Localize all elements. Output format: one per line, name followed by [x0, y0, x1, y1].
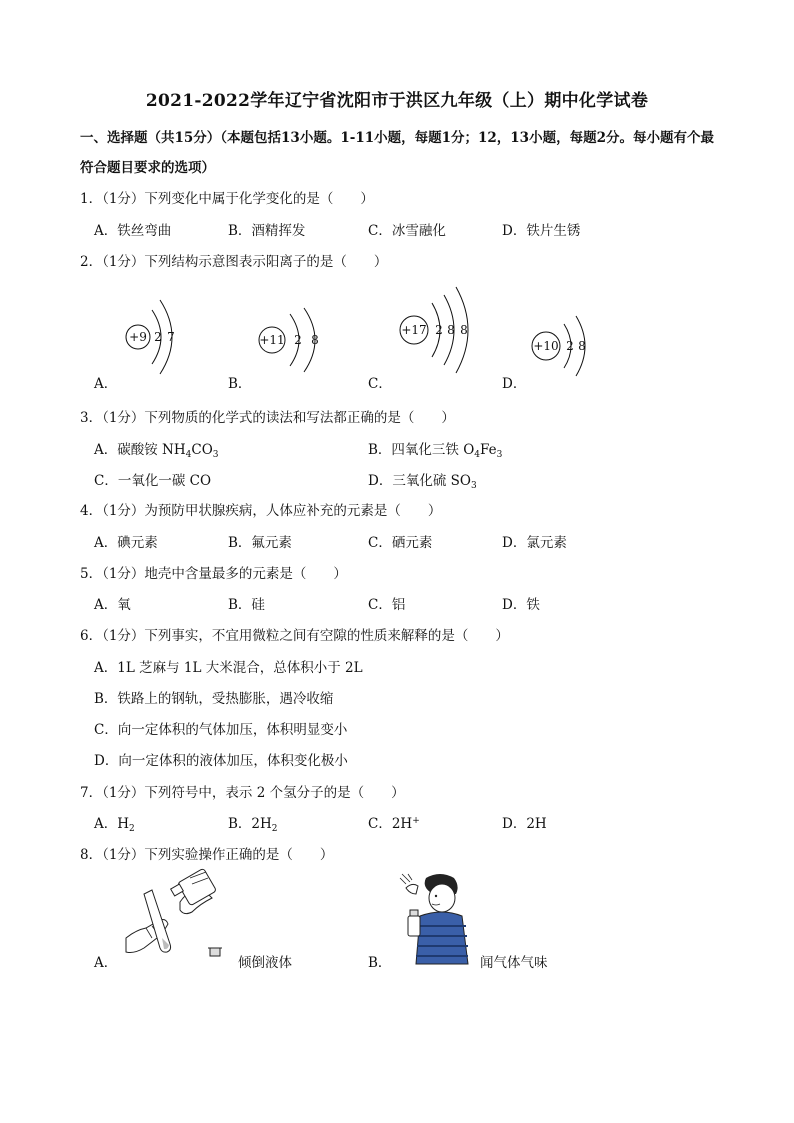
shell-electron-count: 8	[578, 339, 586, 353]
q7-option-c[interactable]	[368, 812, 420, 832]
question-4-stem: 4．（1分）为预防甲状腺疾病，人体应补充的元素是（ ）	[80, 503, 442, 519]
q6-option-c[interactable]: C．向一定体积的气体加压，体积明显变小	[94, 722, 348, 738]
question-7-stem: 7．（1分）下列符号中，表示 2 个氢分子的是（ ）	[80, 785, 405, 801]
question-5-stem: 5．（1分）地壳中含量最多的元素是（ ）	[80, 566, 347, 582]
nucleus-charge: +9	[129, 330, 147, 344]
q8-option-a-caption: 倾倒液体	[238, 955, 292, 971]
q4-option-c[interactable]: C．硒元素	[368, 535, 433, 551]
q3-option-a[interactable]	[94, 438, 219, 460]
chemical-formula: $SO_3$	[450, 473, 477, 491]
chemical-symbol: $2H_2$	[251, 816, 278, 834]
question-3-stem: 3．（1分）下列物质的化学式的读法和写法都正确的是（ ）	[80, 410, 455, 426]
q6-option-a[interactable]: A．1L 芝麻与 1L 大米混合，总体积小于 2L	[94, 660, 363, 676]
shell-electron-count: 8	[460, 323, 468, 337]
q5-option-a[interactable]: A．氧	[94, 597, 131, 613]
shell-electron-count: 2	[154, 330, 162, 344]
question-6-stem: 6．（1分）下列事实，不宜用微粒之间有空隙的性质来解释的是（ ）	[80, 628, 509, 644]
q8-option-a[interactable]	[94, 951, 117, 971]
nucleus-charge: +10	[533, 339, 559, 353]
q2-option-c[interactable]: C．	[368, 376, 392, 392]
option-label: A．	[94, 816, 118, 832]
q8-option-b[interactable]	[368, 951, 391, 971]
chemical-symbol: 2H+	[391, 816, 420, 832]
chemical-formula: $NH_4CO_3$	[162, 442, 219, 460]
option-label: D．	[502, 816, 527, 832]
q6-option-b[interactable]: B．铁路上的钢轨，受热膨胀，遇冷收缩	[94, 691, 334, 707]
atom-diagram-c	[394, 283, 486, 379]
chemical-formula: $O_4Fe_3$	[463, 442, 503, 460]
option-label: B．	[368, 955, 392, 971]
option-label: A．	[94, 955, 118, 971]
q5-option-b[interactable]: B．硅	[228, 597, 265, 613]
chemical-symbol: $H_2$	[117, 816, 135, 834]
smelling-gas-illustration	[396, 872, 476, 964]
chemical-formula: CO	[189, 473, 212, 489]
q2-option-a[interactable]: A．	[94, 376, 118, 392]
section-heading: 一、选择题（共15分）（本题包括13小题。1-11小题，每题1分；12，13小题，每题2分。每小题有个最符合题目要求的选项）	[80, 130, 714, 176]
q4-option-a[interactable]: A．碘元素	[94, 535, 158, 551]
q1-option-b[interactable]: B．酒精挥发	[228, 223, 306, 239]
option-label: C．一氧化一碳	[94, 473, 186, 489]
q1-option-c[interactable]: C．冰雪融化	[368, 223, 446, 239]
shell-electron-count: 8	[311, 333, 319, 347]
shell-electron-count: 2	[566, 339, 574, 353]
shell-electron-count: 2	[294, 333, 302, 347]
q2-option-d[interactable]: D．	[502, 376, 527, 392]
q3-option-b[interactable]	[368, 438, 502, 460]
option-label: C．	[368, 816, 392, 832]
question-1-stem: 1．（1分）下列变化中属于化学变化的是（ ）	[80, 191, 374, 207]
q5-option-c[interactable]: C．铝	[368, 597, 406, 613]
atom-diagram-b	[252, 298, 332, 382]
q7-option-a[interactable]	[94, 812, 135, 834]
q4-option-b[interactable]: B．氟元素	[228, 535, 292, 551]
shell-electron-count: 8	[447, 323, 455, 337]
pouring-liquid-illustration	[122, 868, 252, 968]
atom-diagram-d	[528, 310, 598, 382]
q1-option-d[interactable]: D．铁片生锈	[502, 223, 581, 239]
option-label: A．碳酸铵	[94, 442, 158, 458]
chemical-symbol: 2H	[526, 816, 547, 832]
option-label: B．四氧化三铁	[368, 442, 459, 458]
shell-electron-count: 7	[167, 330, 175, 344]
option-label: D．三氧化硫	[368, 473, 447, 489]
q1-option-a[interactable]: A．铁丝弯曲	[94, 223, 172, 239]
nucleus-charge: +11	[259, 333, 285, 347]
option-label: B．	[228, 816, 252, 832]
shell-electron-count: 2	[435, 323, 443, 337]
q4-option-d[interactable]: D．氯元素	[502, 535, 567, 551]
atom-diagram-a	[118, 292, 188, 382]
question-8-stem: 8．（1分）下列实验操作正确的是（ ）	[80, 847, 334, 863]
q7-option-d[interactable]	[502, 812, 547, 832]
page-title: 2021-2022学年辽宁省沈阳市于洪区九年级（上）期中化学试卷	[145, 91, 649, 111]
q6-option-d[interactable]: D．向一定体积的液体加压，体积变化极小	[94, 753, 348, 769]
question-2-stem: 2．（1分）下列结构示意图表示阳离子的是（ ）	[80, 254, 388, 270]
q3-option-c[interactable]	[94, 469, 211, 489]
q8-option-b-caption: 闻气体气味	[480, 955, 548, 971]
q2-option-b[interactable]: B．	[228, 376, 252, 392]
q7-option-b[interactable]	[228, 812, 278, 834]
q3-option-d[interactable]	[368, 469, 477, 491]
q5-option-d[interactable]: D．铁	[502, 597, 540, 613]
nucleus-charge: +17	[401, 323, 427, 337]
